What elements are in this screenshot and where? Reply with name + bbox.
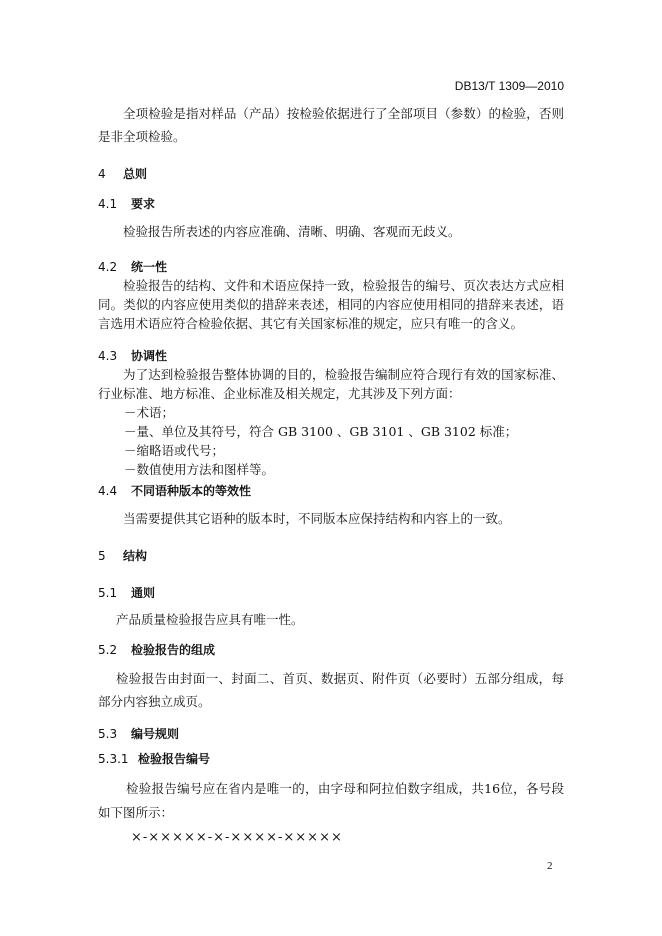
heading-title: 结构 (123, 549, 148, 563)
list-item: －术语； (124, 405, 175, 420)
heading-title: 检验报告的组成 (131, 643, 216, 657)
heading-5-2 (98, 641, 215, 658)
heading-title: 编号规则 (131, 727, 180, 741)
paragraph-4-1: 检验报告所表述的内容应准确、清晰、明确、客观而无歧义。 (123, 224, 461, 239)
document-code: DB13/T 1309—2010 (454, 79, 564, 93)
paragraph-5-2: 检验报告由封面一、封面二、首页、数据页、附件页（必要时）五部分组成，每部分内容独立成页。 (98, 671, 564, 709)
heading-5 (98, 547, 147, 564)
heading-number: 4.4 (98, 484, 118, 498)
heading-title: 通则 (131, 586, 156, 600)
heading-title: 检验报告编号 (138, 752, 211, 766)
heading-number: 5 (98, 549, 106, 563)
heading-number: 4 (98, 167, 106, 181)
paragraph-5-3-1: 检验报告编号应在省内是唯一的，由字母和阿拉伯数字组成，共16位，各号段如下图所示： (98, 781, 564, 820)
heading-number: 5.2 (98, 643, 118, 657)
list-item: －缩略语或代号； (124, 443, 225, 458)
heading-4-3 (98, 347, 167, 364)
heading-4 (98, 165, 147, 182)
heading-number: 4.1 (98, 197, 118, 211)
heading-title: 协调性 (131, 349, 168, 363)
heading-number: 5.3.1 (98, 752, 129, 766)
list-4-3 (124, 403, 517, 479)
paragraph-4-2: 检验报告的结构、文件和术语应保持一致，检验报告的编号、页次表达方式应相同。类似的内容应使用类似的措辞来表述，相同的内容应使用相同的措辞来表述，语言选用术语应符合检验依据、其它有关国家标准的规定，应只有唯一的含义。 (98, 278, 564, 331)
paragraph-full-inspection: 全项检验是指对样品（产品）按检验依据进行了全部项目（参数）的检验，否则是非全项检验。 (98, 106, 564, 144)
heading-number: 4.3 (98, 349, 118, 363)
heading-5-3-1 (98, 750, 210, 767)
heading-number: 5.1 (98, 586, 118, 600)
paragraph-5-1: 产品质量检验报告应具有唯一性。 (116, 612, 304, 627)
heading-4-2 (98, 258, 167, 275)
heading-5-1 (98, 584, 155, 601)
report-number-pattern: ×-×××××-×-××××-××××× (131, 830, 343, 845)
heading-title: 统一性 (131, 260, 168, 274)
list-item: －量、单位及其符号，符合 GB 3100 、GB 3101 、GB 3102 标准； (124, 424, 518, 439)
page-number: 2 (547, 860, 553, 872)
heading-title: 总则 (123, 167, 148, 181)
list-item: －数值使用方法和图样等。 (124, 462, 275, 477)
paragraph-4-4: 当需要提供其它语种的版本时，不同版本应保持结构和内容上的一致。 (123, 511, 511, 526)
paragraph-4-3: 为了达到检验报告整体协调的目的，检验报告编制应符合现行有效的国家标准、行业标准、地方标准、企业标准及相关规定，尤其涉及下列方面： (98, 367, 564, 401)
heading-4-1 (98, 195, 155, 212)
heading-4-4 (98, 482, 251, 499)
heading-5-3 (98, 725, 179, 742)
heading-title: 要求 (131, 197, 156, 211)
heading-title: 不同语种版本的等效性 (131, 484, 252, 498)
heading-number: 5.3 (98, 727, 118, 741)
heading-number: 4.2 (98, 260, 118, 274)
